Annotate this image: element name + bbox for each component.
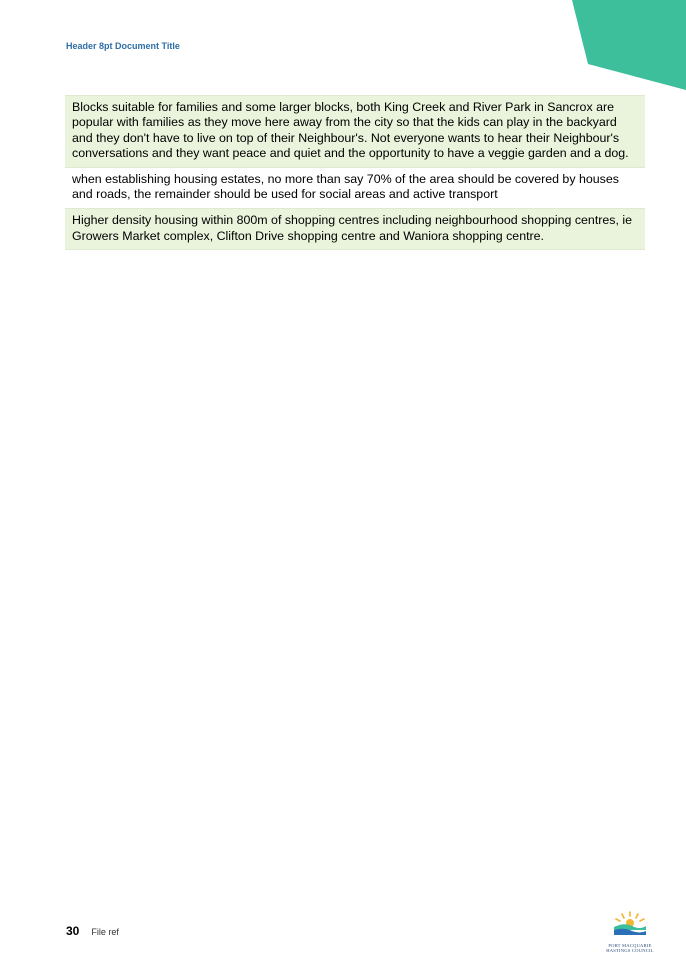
page-number: 30	[66, 924, 80, 938]
corner-decoration	[566, 0, 686, 92]
council-logo	[605, 910, 655, 953]
logo-text-line1: PORT MACQUARIE	[608, 943, 652, 948]
response-row: Higher density housing within 800m of shopping centres including neighbourhood shopping centres, ie Growers Market complex, Clifton Drive shopping centre and Waniora shopping centre.	[65, 208, 645, 250]
logo-text-line2: HASTINGS COUNCIL	[606, 948, 654, 954]
file-ref: File ref	[91, 927, 119, 937]
logo-icon	[610, 910, 650, 938]
page-footer	[66, 924, 119, 938]
response-row: when establishing housing estates, no more than say 70% of the area should be covered by houses and roads, the remainder should be used for social areas and active transport	[65, 168, 645, 209]
responses-table	[65, 95, 645, 250]
response-row: Blocks suitable for families and some larger blocks, both King Creek and River Park in Sancrox are popular with families as they move here away from the city so that the kids can play in the backyard and they don't have to live on top of their Neighbour's. Not everyone wants to hear their Neighbour's conversations and they want peace and quiet and the opportunity to have a veggie garden and a dog.	[65, 95, 645, 168]
document-title: Header 8pt Document Title	[66, 41, 180, 51]
